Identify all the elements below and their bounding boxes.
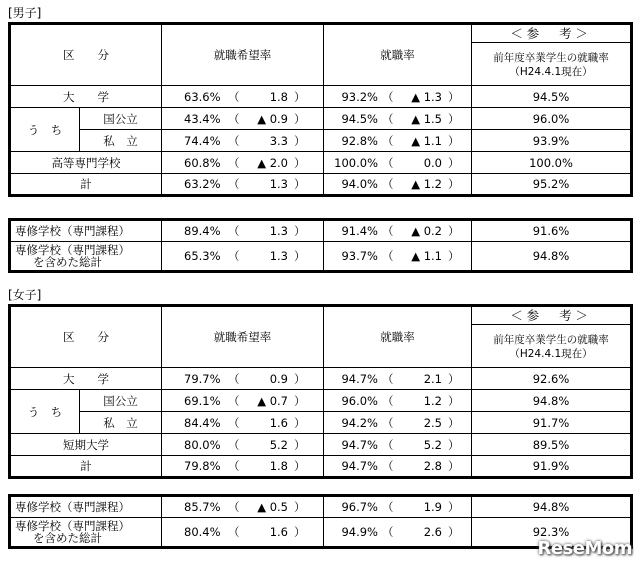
- kibou-diff: 0.9: [269, 371, 288, 386]
- shushoku-diff: ▲ 1.5: [411, 111, 442, 126]
- shushoku-diff: 0.0: [423, 155, 442, 170]
- kibou-diff: 1.8: [269, 89, 288, 104]
- ref-value: 92.6%: [472, 368, 632, 390]
- shushoku-diff: ▲ 1.1: [411, 133, 442, 148]
- shushoku-value: 94.7%: [341, 437, 378, 452]
- table-header-row: [10, 306, 632, 368]
- ref-value: 95.2%: [472, 174, 632, 196]
- row-label: 私 立: [80, 130, 162, 152]
- table-row-total: 計 63.2% （ 1.3 ） 94.0% （ ▲ 1.2 ） 95.2%: [10, 174, 632, 196]
- row-label-line1: 専修学校（専門課程）: [15, 519, 130, 533]
- ref-subtitle: 前年度卒業学生の就職率: [493, 334, 609, 346]
- header-kubun: 区 分: [10, 24, 162, 86]
- kibou-diff: 1.6: [269, 525, 288, 539]
- male-main-table: [8, 22, 633, 197]
- uchi-label: う ち: [10, 108, 80, 152]
- ref-value: 94.5%: [472, 86, 632, 108]
- ref-value: 96.0%: [472, 108, 632, 130]
- kibou-diff: 5.2: [269, 437, 288, 452]
- kibou-value: 60.8%: [184, 155, 221, 170]
- row-label-line1: 専修学校（専門課程）: [15, 243, 130, 257]
- table-row: 専修学校（専門課程） を含めた総計 80.4% （ 1.6 ） 94.9% （ 2.6 ） 92.3%: [10, 518, 632, 548]
- row-label: 大 学: [10, 368, 162, 390]
- row-label: 短期大学: [10, 434, 162, 456]
- ref-value: 94.8%: [472, 496, 632, 518]
- table-row: 大 学 63.6% （ 1.8 ） 93.2% （ ▲ 1.3 ） 94.5%: [10, 86, 632, 108]
- ref-title: ＜参 考＞: [472, 307, 630, 325]
- uchi-label: う ち: [10, 390, 80, 434]
- shushoku-value: 94.2%: [341, 415, 378, 430]
- resemom-logo: ReseMom: [537, 538, 632, 559]
- header-kibou: 就職希望率: [162, 24, 324, 86]
- ref-date: （H24.4.1現在）: [509, 66, 593, 78]
- ref-value: 89.5%: [472, 434, 632, 456]
- kibou-value: 89.4%: [184, 224, 221, 238]
- kibou-value: 43.4%: [184, 111, 221, 126]
- kibou-diff: 1.6: [269, 415, 288, 430]
- kibou-value: 63.2%: [184, 177, 221, 191]
- ref-subtitle: 前年度卒業学生の就職率: [493, 52, 609, 64]
- table-row: 専修学校（専門課程） 89.4% （ 1.3 ） 91.4% （ ▲ 0.2 ） 91.6%: [10, 220, 632, 242]
- ref-value: 92.3%: [472, 518, 632, 548]
- shushoku-diff: ▲ 1.1: [411, 249, 442, 263]
- shushoku-diff: ▲ 1.3: [411, 89, 442, 104]
- row-label: 私 立: [80, 412, 162, 434]
- shushoku-diff: ▲ 0.2: [411, 224, 442, 238]
- shushoku-diff: ▲ 1.2: [411, 177, 442, 191]
- section-label-male: [男子]: [8, 6, 42, 20]
- shushoku-value: 96.0%: [341, 393, 378, 408]
- header-kubun: 区 分: [10, 306, 162, 368]
- kibou-diff: ▲ 0.9: [257, 111, 288, 126]
- section-label-female: [女子]: [8, 288, 42, 302]
- kibou-value: 79.8%: [184, 459, 221, 473]
- ref-value: 91.7%: [472, 412, 632, 434]
- row-label: 専修学校（専門課程）: [10, 220, 162, 242]
- table-row: 私 立 74.4% （ 3.3 ） 92.8% （ ▲ 1.1 ） 93.9%: [10, 130, 632, 152]
- table-row: 高等専門学校 60.8% （ ▲ 2.0 ） 100.0% （ 0.0 ） 100.0%: [10, 152, 632, 174]
- ref-value: 94.8%: [472, 390, 632, 412]
- row-label: 大 学: [10, 86, 162, 108]
- shushoku-value: 94.5%: [341, 111, 378, 126]
- female-main-table: [8, 304, 633, 479]
- shushoku-value: 94.7%: [341, 459, 378, 473]
- shushoku-diff: 2.6: [423, 525, 442, 539]
- kibou-value: 69.1%: [184, 393, 221, 408]
- row-label: 計: [10, 456, 162, 478]
- shushoku-diff: 2.5: [423, 415, 442, 430]
- row-label: 専修学校（専門課程）: [10, 496, 162, 518]
- kibou-diff: 1.8: [269, 459, 288, 473]
- header-kibou: 就職希望率: [162, 306, 324, 368]
- row-label-line2: を含めた総計: [33, 255, 102, 269]
- shushoku-value: 94.0%: [341, 177, 378, 191]
- row-label: 国公立: [80, 108, 162, 130]
- shushoku-value: 100.0%: [334, 155, 378, 170]
- header-reference: [472, 306, 632, 368]
- header-reference: [472, 24, 632, 86]
- shushoku-diff: 5.2: [423, 437, 442, 452]
- shushoku-value: 94.7%: [341, 371, 378, 386]
- shushoku-diff: 2.1: [423, 371, 442, 386]
- table-row: 専修学校（専門課程） 85.7% （ ▲ 0.5 ） 96.7% （ 1.9 ） 94.8%: [10, 496, 632, 518]
- ref-value: 100.0%: [472, 152, 632, 174]
- table-row: 私 立 84.4% （ 1.6 ） 94.2% （ 2.5 ） 91.7%: [10, 412, 632, 434]
- row-label: 高等専門学校: [10, 152, 162, 174]
- kibou-diff: ▲ 2.0: [257, 155, 288, 170]
- shushoku-value: 96.7%: [341, 500, 378, 514]
- table-row: う ち 国公立 69.1% （ ▲ 0.7 ） 96.0% （ 1.2 ） 94.8%: [10, 390, 632, 412]
- ref-value: 91.6%: [472, 220, 632, 242]
- kibou-value: 79.7%: [184, 371, 221, 386]
- kibou-diff: 1.3: [269, 177, 288, 191]
- table-row-total: 計 79.8% （ 1.8 ） 94.7% （ 2.8 ） 91.9%: [10, 456, 632, 478]
- shushoku-diff: 1.2: [423, 393, 442, 408]
- male-sub-table: [8, 218, 633, 273]
- table-row: う ち 国公立 43.4% （ ▲ 0.9 ） 94.5% （ ▲ 1.5 ） 96.0%: [10, 108, 632, 130]
- row-label-line2: を含めた総計: [33, 531, 102, 545]
- ref-value: 94.8%: [472, 242, 632, 272]
- kibou-value: 80.0%: [184, 437, 221, 452]
- header-shushoku: 就職率: [324, 24, 472, 86]
- ref-date: （H24.4.1現在）: [509, 348, 593, 360]
- kibou-diff: 3.3: [269, 133, 288, 148]
- shushoku-value: 93.7%: [341, 249, 378, 263]
- kibou-value: 80.4%: [184, 525, 221, 539]
- kibou-diff: 1.3: [269, 224, 288, 238]
- kibou-value: 65.3%: [184, 249, 221, 263]
- shushoku-value: 91.4%: [341, 224, 378, 238]
- shushoku-value: 92.8%: [341, 133, 378, 148]
- table-row: 専修学校（専門課程） を含めた総計 65.3% （ 1.3 ） 93.7% （ ▲ 1.1 ） 94.8%: [10, 242, 632, 272]
- row-label: 国公立: [80, 390, 162, 412]
- header-shushoku: 就職率: [324, 306, 472, 368]
- table-row: 大 学 79.7% （ 0.9 ） 94.7% （ 2.1 ） 92.6%: [10, 368, 632, 390]
- ref-title: ＜参 考＞: [472, 25, 630, 43]
- table-header-row: [10, 24, 632, 86]
- shushoku-diff: 2.8: [423, 459, 442, 473]
- kibou-diff: ▲ 0.5: [257, 500, 288, 514]
- shushoku-diff: 1.9: [423, 500, 442, 514]
- kibou-value: 84.4%: [184, 415, 221, 430]
- kibou-value: 85.7%: [184, 500, 221, 514]
- row-label: 計: [10, 174, 162, 196]
- ref-value: 91.9%: [472, 456, 632, 478]
- kibou-diff: 1.3: [269, 249, 288, 263]
- table-row: 短期大学 80.0% （ 5.2 ） 94.7% （ 5.2 ） 89.5%: [10, 434, 632, 456]
- kibou-diff: ▲ 0.7: [257, 393, 288, 408]
- kibou-value: 74.4%: [184, 133, 221, 148]
- kibou-value: 63.6%: [184, 89, 221, 104]
- shushoku-value: 93.2%: [341, 89, 378, 104]
- ref-value: 93.9%: [472, 130, 632, 152]
- shushoku-value: 94.9%: [341, 525, 378, 539]
